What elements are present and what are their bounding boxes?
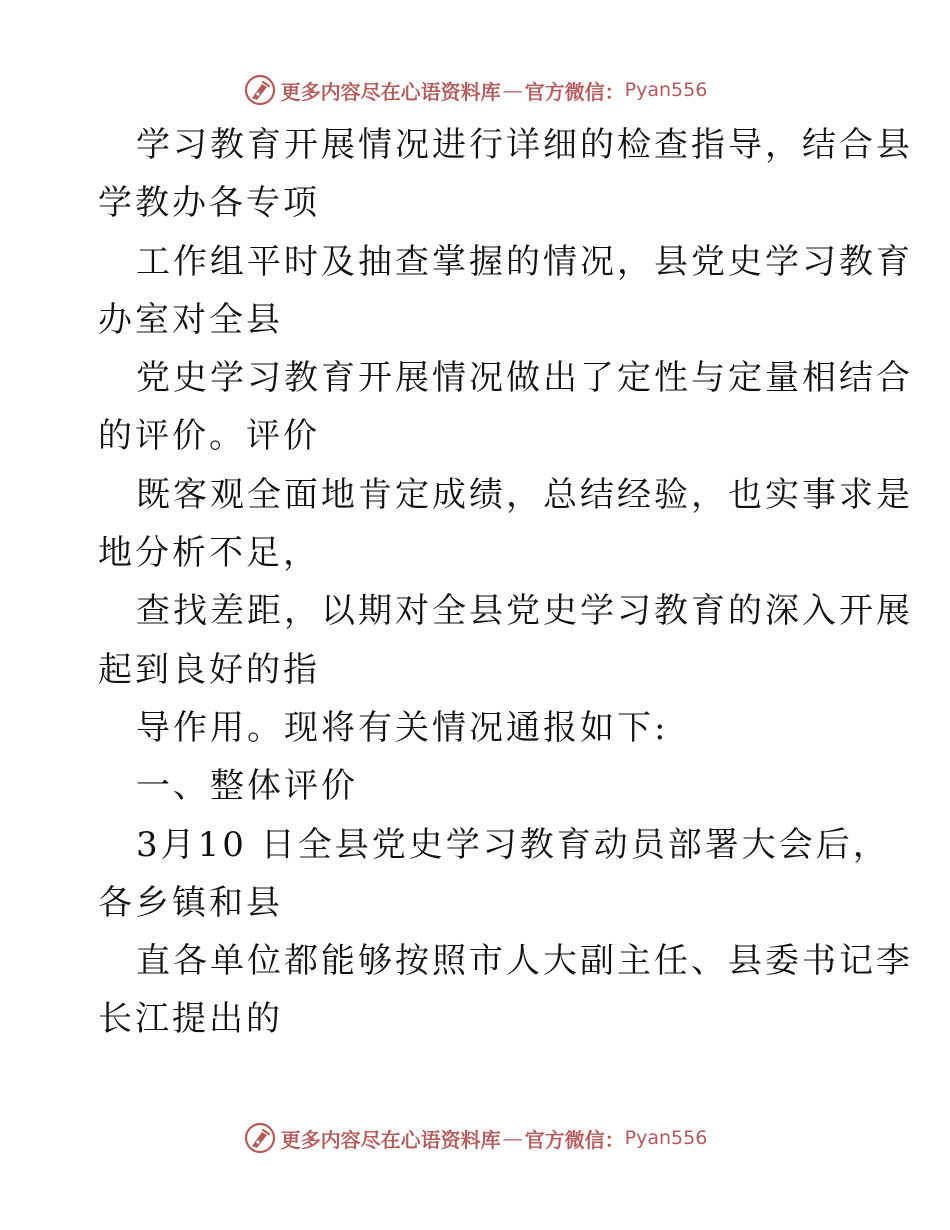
header-watermark bbox=[0, 70, 950, 110]
text-line: 查找差距，以期对全县党史学习教育的深入开展 bbox=[136, 591, 913, 632]
header-brand: 更多内容尽在心语资料库 bbox=[280, 79, 501, 104]
text-line: 直各单位都能够按照市人大副主任、县委书记李 bbox=[136, 941, 913, 982]
pen-nib-circle-icon bbox=[243, 73, 277, 107]
footer-brand: 更多内容尽在心语资料库 bbox=[280, 1127, 501, 1152]
header-dash: — bbox=[502, 78, 523, 102]
footer-contact-id: Pyan556 bbox=[624, 1127, 708, 1149]
text-line: 学习教育开展情况进行详细的检查指导，结合县 bbox=[136, 125, 913, 165]
footer-watermark bbox=[0, 1118, 950, 1158]
text-line: 长江提出的 bbox=[98, 999, 283, 1040]
text-line: 的评价。评价 bbox=[98, 416, 320, 457]
text-line: 各乡镇和县 bbox=[98, 882, 283, 923]
section-heading: 一、整体评价 bbox=[136, 766, 358, 807]
footer-dash: — bbox=[502, 1126, 523, 1150]
header-contact-label: 官方微信： bbox=[524, 79, 625, 104]
text-line: 既客观全面地肯定成绩，总结经验，也实事求是 bbox=[136, 474, 913, 515]
text-line: 学教办各专项 bbox=[98, 183, 320, 224]
text-line: 工作组平时及抽查掌握的情况，县党史学习教育 bbox=[136, 241, 913, 282]
header-contact-id: Pyan556 bbox=[624, 79, 708, 101]
text-line: 办室对全县 bbox=[98, 299, 283, 340]
text-line: 党史学习教育开展情况做出了定性与定量相结合 bbox=[136, 358, 913, 399]
footer-contact-label: 官方微信： bbox=[524, 1127, 625, 1152]
document-body bbox=[98, 116, 913, 1049]
text-line: 3月10 日全县党史学习教育动员部署大会后， bbox=[136, 824, 890, 865]
text-line: 地分析不足， bbox=[98, 533, 320, 574]
pen-nib-circle-icon bbox=[243, 1121, 277, 1155]
text-line: 起到良好的指 bbox=[98, 649, 320, 690]
text-line: 导作用。现将有关情况通报如下: bbox=[136, 707, 669, 748]
